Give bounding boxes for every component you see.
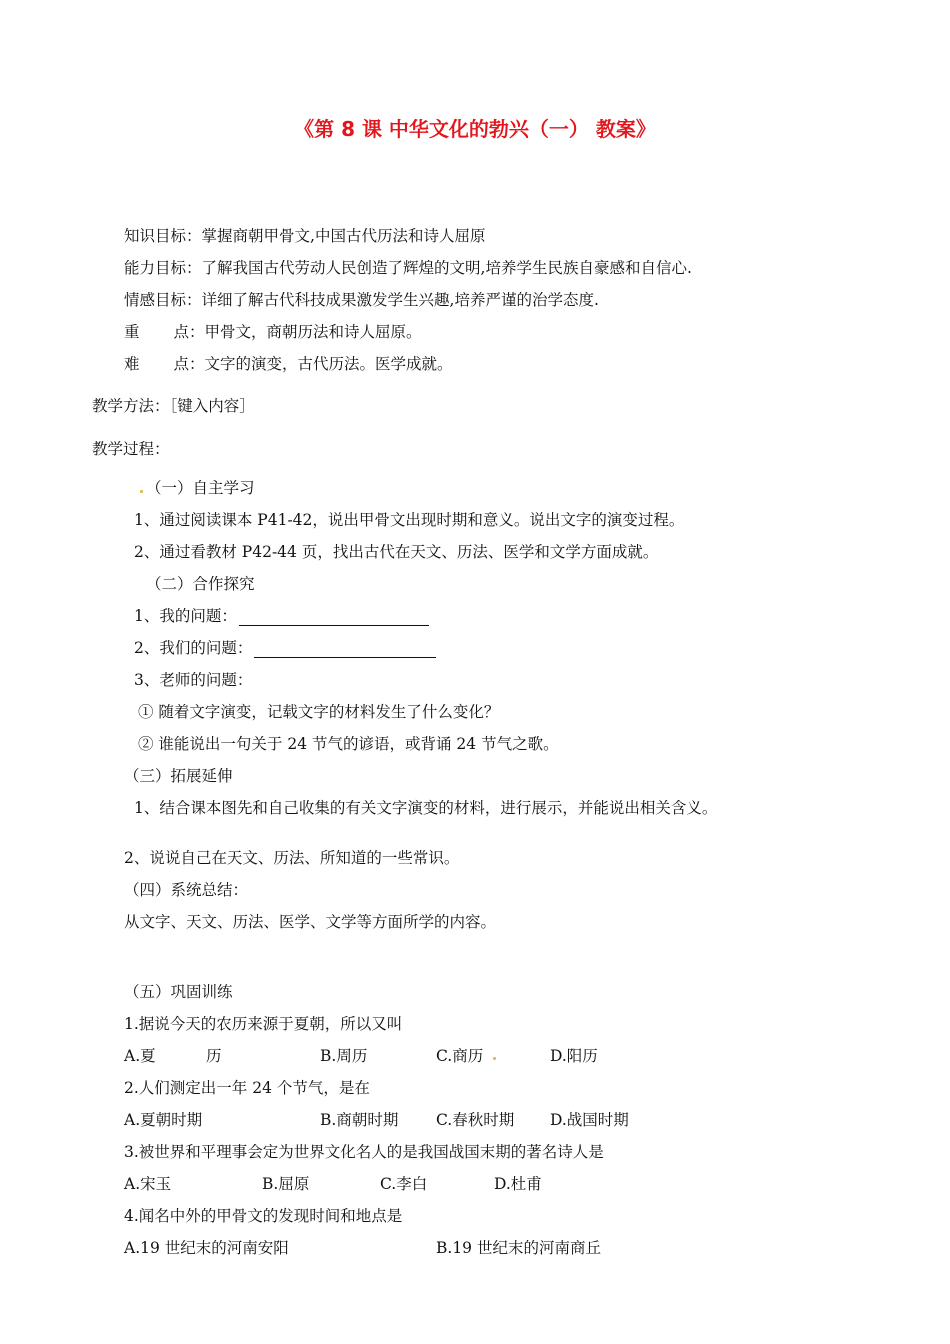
quiz-option-1c: C.商历 (436, 1047, 484, 1065)
section-3-title: （三）拓展延伸 (124, 767, 233, 785)
objective-label: 知识目标： (124, 227, 202, 245)
section-5-title: （五）巩固训练 (124, 983, 233, 1001)
key-point-text: 甲骨文，商朝历法和诗人屈原。 (204, 323, 422, 341)
section-2-item-1 (134, 606, 429, 626)
quiz-option-2a: A.夏朝时期 (124, 1111, 203, 1129)
difficulty-text: 文字的演变，古代历法。医学成就。 (204, 355, 453, 373)
section-2-question-2: ② 谁能说出一句关于 24 节气的谚语，或背诵 24 节气之歌。 (138, 735, 559, 753)
teaching-method: 教学方法：［键入内容］ (92, 397, 255, 415)
quiz-option-2d: D.战国时期 (550, 1111, 629, 1129)
section-2-item-3: 3、老师的问题： (134, 671, 253, 689)
section-2-question-1: ① 随着文字演变，记载文字的材料发生了什么变化？ (138, 703, 500, 721)
section-1-item-2: 2、通过看教材 P42-44 页，找出古代在天文、历法、医学和文学方面成就。 (134, 543, 659, 561)
section-3-item-2: 2、说说自己在天文、历法、所知道的一些常识。 (124, 849, 460, 867)
quiz-question-4: 4.闻名中外的甲骨文的发现时间和地点是 (124, 1207, 403, 1225)
section-1-title: （一）自主学习 (146, 479, 255, 497)
quiz-option-2b: B.商朝时期 (320, 1111, 399, 1129)
objective-text: 掌握商朝甲骨文,中国古代历法和诗人屈原 (201, 227, 486, 245)
quiz-option-3c: C.李白 (380, 1175, 428, 1193)
key-point-label-b: 点： (173, 323, 205, 341)
objective-label: 情感目标： (124, 291, 202, 309)
section-4-text: 从文字、天文、历法、医学、文学等方面所学的内容。 (124, 913, 497, 931)
document-title: 《第 8 课 中华文化的勃兴（一） 教案》 (294, 117, 656, 141)
quiz-option-3a: A.宋玉 (124, 1175, 172, 1193)
quiz-option-3b: B.屈原 (262, 1175, 310, 1193)
quiz-question-2: 2.人们测定出一年 24 个节气，是在 (124, 1079, 370, 1097)
difficulty (124, 354, 453, 374)
objective-knowledge (124, 226, 485, 246)
quiz-question-1: 1.据说今天的农历来源于夏朝，所以又叫 (124, 1015, 403, 1033)
quiz-option-4a: A.19 世纪末的河南安阳 (124, 1239, 289, 1257)
quiz-option-1d: D.阳历 (550, 1047, 598, 1065)
objective-emotion (124, 290, 599, 310)
key-point (124, 322, 422, 342)
objective-label: 能力目标： (124, 259, 202, 277)
key-point-label-a: 重 (124, 323, 140, 341)
edit-mark (493, 1057, 496, 1060)
quiz-option-1a: A.夏 (124, 1047, 156, 1065)
question-label: 2、我们的问题： (134, 639, 253, 657)
quiz-question-3: 3.被世界和平理事会定为世界文化名人的是我国战国末期的著名诗人是 (124, 1143, 604, 1161)
objective-text: 详细了解古代科技成果激发学生兴趣,培养严谨的治学态度. (201, 291, 599, 309)
difficulty-label-b: 点： (173, 355, 205, 373)
section-4-title: （四）系统总结： (124, 881, 249, 899)
quiz-option-1a-cont: 历 (206, 1047, 222, 1065)
answer-blank[interactable] (254, 640, 436, 658)
objective-text: 了解我国古代劳动人民创造了辉煌的文明,培养学生民族自豪感和自信心. (201, 259, 692, 277)
quiz-option-2c: C.春秋时期 (436, 1111, 515, 1129)
quiz-option-1b: B.周历 (320, 1047, 368, 1065)
objective-ability (124, 258, 692, 278)
section-1-item-1: 1、通过阅读课本 P41-42，说出甲骨文出现时期和意义。说出文字的演变过程。 (134, 511, 685, 529)
edit-mark (140, 490, 143, 493)
answer-blank[interactable] (239, 608, 429, 626)
teaching-process-label: 教学过程： (92, 440, 170, 458)
section-2-item-2 (134, 638, 436, 658)
quiz-option-3d: D.杜甫 (494, 1175, 542, 1193)
section-2-title: （二）合作探究 (146, 575, 255, 593)
section-3-item-1: 1、结合课本图先和自己收集的有关文字演变的材料，进行展示，并能说出相关含义。 (134, 799, 718, 817)
quiz-option-4b: B.19 世纪末的河南商丘 (436, 1239, 601, 1257)
difficulty-label-a: 难 (124, 355, 140, 373)
question-label: 1、我的问题： (134, 607, 237, 625)
